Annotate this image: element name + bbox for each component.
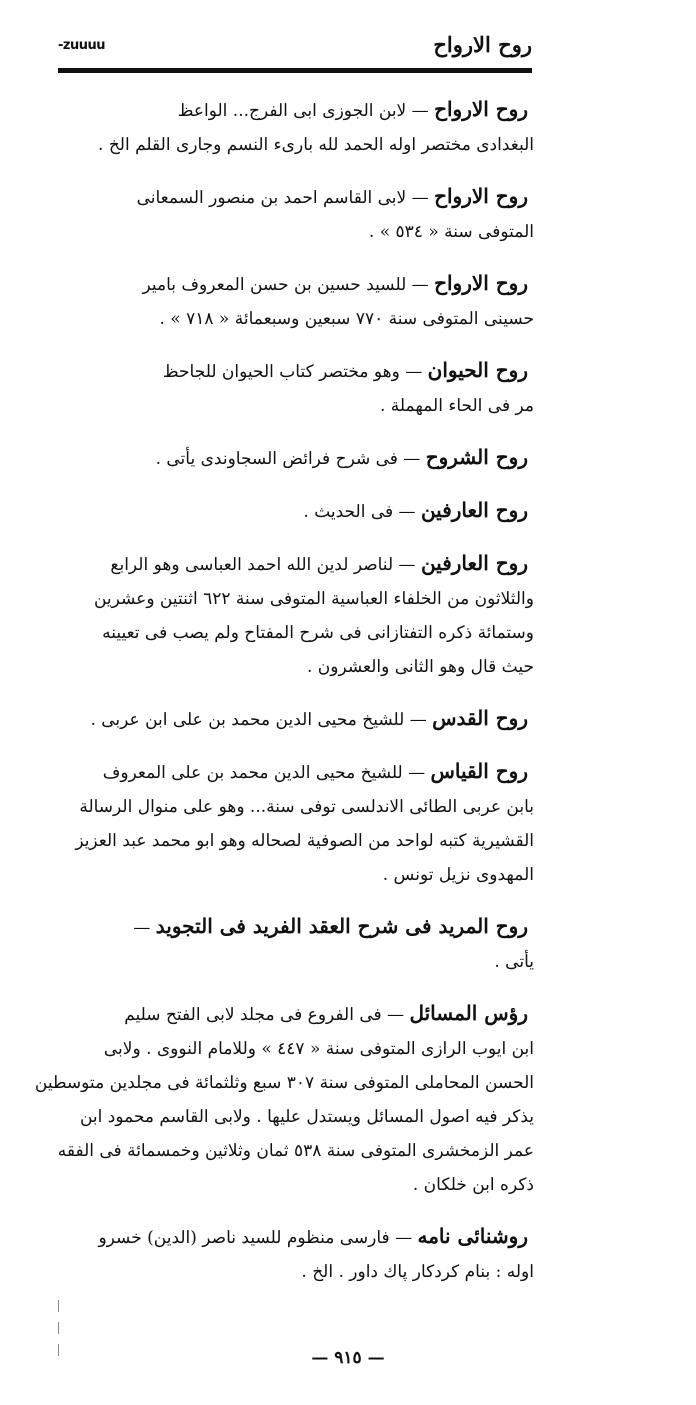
entry-continuation-line	[74, 1168, 534, 1202]
page-header	[58, 28, 532, 68]
dictionary-entry	[74, 440, 534, 476]
entry-continuation-line	[74, 650, 534, 684]
entry-continuation-line	[74, 389, 534, 423]
entry-headword: روح القدس	[432, 706, 528, 730]
entry-continuation-line	[74, 858, 534, 892]
entry-first-line	[74, 1219, 534, 1255]
entry-text: اوله : بنام كردكار پاك داور . الخ .	[301, 1262, 534, 1282]
entry-text: يذكر فيه اصول المسائل ويستدل عليها . ولابى القاسم محمود ابن	[79, 1107, 534, 1127]
header-rule	[58, 68, 532, 73]
entry-headword: روح العارفين	[420, 551, 528, 575]
entry-headword: روح الحيوان	[427, 358, 528, 382]
entry-first-line	[74, 266, 534, 302]
entry-text: — للشيخ محيى الدين محمد بن على المعروف	[102, 763, 426, 783]
entry-headword: روح الارواح	[434, 271, 528, 295]
entry-continuation-line	[74, 824, 534, 858]
entry-continuation-line	[74, 582, 534, 616]
entry-first-line	[74, 353, 534, 389]
dictionary-entry	[74, 701, 534, 737]
entry-first-line	[74, 493, 534, 529]
dictionary-entry	[74, 493, 534, 529]
entry-continuation-line	[74, 1032, 534, 1066]
entry-continuation-line	[74, 1100, 534, 1134]
entry-text: — فى شرح فرائض السجاوندى يأتى .	[155, 449, 421, 469]
entry-text: وستمائة ذكره التفتازانى فى شرح المفتاح ولم يصب فى تعيينه	[102, 623, 534, 643]
entry-first-line	[74, 996, 534, 1032]
entry-text: —	[133, 918, 151, 938]
entry-first-line	[74, 909, 534, 945]
entry-text: — فى الحديث .	[303, 502, 416, 522]
entry-continuation-line	[74, 1255, 534, 1289]
entry-text: والثلاثون من الخلفاء العباسية المتوفى سنة ٦٢٢ اثنتين وعشرين	[93, 589, 534, 609]
entry-headword: روح المريد فى شرح العقد الفريد فى التجويد	[155, 914, 528, 938]
entry-headword: رؤس المسائل	[409, 1001, 528, 1025]
entry-headword: روشنائى نامه	[417, 1224, 528, 1248]
entry-text: — لناصر لدين الله احمد العباسى وهو الرابع	[110, 555, 416, 575]
entry-text: — للسيد حسين بن حسن المعروف بامير	[142, 275, 429, 295]
entry-text: يأتى .	[494, 952, 534, 972]
entry-text: البغدادى مختصر اوله الحمد لله بارىء النسم وجارى القلم الخ .	[98, 135, 534, 155]
margin-tick	[58, 1322, 59, 1334]
entry-continuation-line	[74, 616, 534, 650]
entry-first-line	[74, 92, 534, 128]
entry-continuation-line	[57, 1134, 534, 1168]
entry-list	[34, 92, 534, 1306]
entry-first-line	[74, 179, 534, 215]
dictionary-entry	[74, 754, 534, 892]
entry-headword: روح الارواح	[434, 97, 528, 121]
entry-text: القشيرية كتبه لواحد من الصوفية لصحاله وهو ابو محمد عبد العزيز	[75, 831, 534, 851]
entry-text: الحسن المحاملى المتوفى سنة ٣٠٧ سبع وثلثمائة فى مجلدين متوسطين	[34, 1073, 534, 1093]
dictionary-entry	[74, 909, 534, 979]
entry-text: ابن ايوب الرازى المتوفى سنة « ٤٤٧ » وللامام النووى . ولابى	[103, 1039, 534, 1059]
entry-text: ذكره ابن خلكان .	[412, 1175, 534, 1195]
entry-text: المهدوى نزيل تونس .	[382, 865, 534, 885]
entry-text: — فى الفروع فى مجلد لابى الفتح سليم	[124, 1005, 405, 1025]
entry-text: بابن عربى الطائى الاندلسى توفى سنة... وهو على منوال الرسالة	[79, 797, 534, 817]
entry-text: — لابن الجوزى ابى الفرج... الواعظ	[177, 101, 429, 121]
dictionary-entry	[74, 266, 534, 336]
entry-first-line	[74, 701, 534, 737]
entry-first-line	[74, 754, 534, 790]
entry-text: مر فى الحاء المهملة .	[380, 396, 534, 416]
dictionary-entry	[34, 996, 534, 1202]
entry-continuation-line	[74, 128, 534, 162]
entry-continuation-line	[74, 790, 534, 824]
page-mark: -zuuuu	[58, 38, 105, 53]
margin-tick	[58, 1300, 59, 1312]
entry-headword: روح الشروح	[425, 445, 528, 469]
entry-text: عمر الزمخشرى المتوفى سنة ٥٣٨ ثمان وثلاثين وخمسمائة فى الفقه	[57, 1141, 534, 1161]
entry-text: — وهو مختصر كتاب الحيوان للجاحظ	[162, 362, 423, 382]
entry-first-line	[74, 546, 534, 582]
dictionary-entry	[74, 353, 534, 423]
entry-first-line	[74, 440, 534, 476]
entry-continuation-line	[74, 945, 534, 979]
page-number: — ٩١٥ —	[311, 1348, 385, 1368]
running-title: روح الارواح	[433, 32, 532, 57]
entry-text: — لابى القاسم احمد بن منصور السمعانى	[136, 188, 429, 208]
dictionary-entry	[74, 546, 534, 684]
entry-continuation-line	[34, 1066, 534, 1100]
entry-text: المتوفى سنة « ٥٣٤ » .	[368, 222, 534, 242]
entry-headword: روح العارفين	[420, 498, 528, 522]
dictionary-entry	[74, 92, 534, 162]
entry-text: — فارسى منظوم للسيد ناصر (الدين) خسرو	[98, 1228, 413, 1248]
entry-text: حيث قال وهو الثانى والعشرون .	[306, 657, 534, 677]
entry-headword: روح القياس	[430, 759, 528, 783]
entry-continuation-line	[74, 302, 534, 336]
dictionary-entry	[74, 179, 534, 249]
entry-text: حسينى المتوفى سنة ٧٧٠ سبعين وسبعمائة « ٧١٨ » .	[159, 309, 534, 329]
entry-continuation-line	[74, 215, 534, 249]
entry-text: — للشيخ محيى الدين محمد بن على ابن عربى .	[90, 710, 427, 730]
entry-headword: روح الارواح	[434, 184, 528, 208]
dictionary-entry	[74, 1219, 534, 1289]
